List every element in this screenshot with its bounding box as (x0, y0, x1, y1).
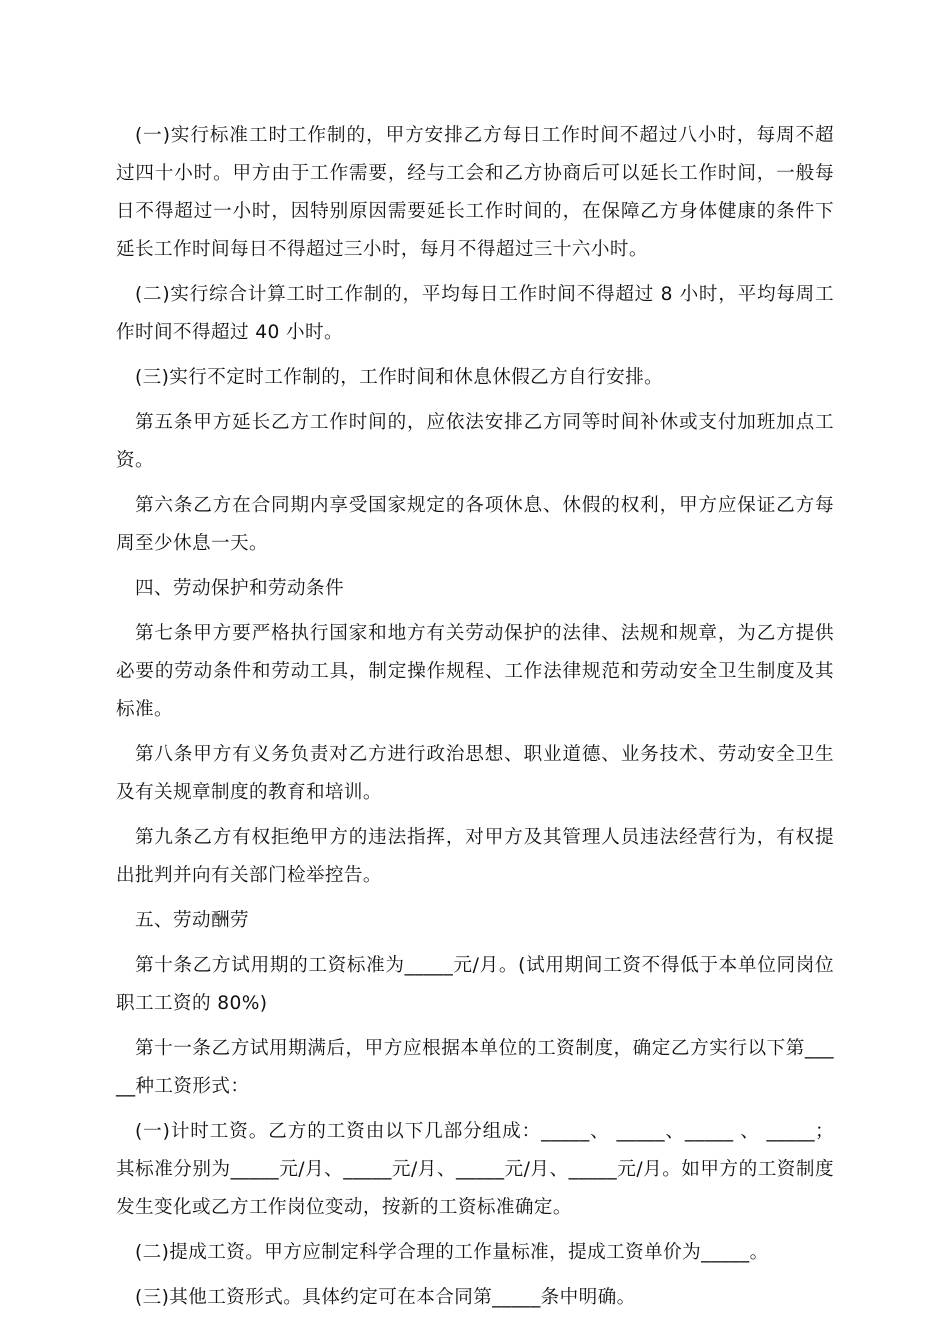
article-8: 第八条甲方有义务负责对乙方进行政治思想、职业道德、业务技术、劳动安全卫生及有关规章制度的教育和培训。 (116, 744, 834, 803)
clause-other-wage: (三)其他工资形式。具体约定可在本合同第_____条中明确。 (135, 1287, 636, 1308)
article-5: 第五条甲方延长乙方工作时间的，应依法安排乙方同等时间补休或支付加班加点工资。 (116, 412, 834, 471)
article-7: 第七条甲方要严格执行国家和地方有关劳动保护的法律、法规和规章，为乙方提供必要的劳动条件和劳动工具，制定操作规程、工作法律规范和劳动安全卫生制度及其标准。 (116, 623, 834, 720)
section-heading-remuneration: 五、劳动酬劳 (135, 910, 249, 931)
article-9: 第九条乙方有权拒绝甲方的违法指挥，对甲方及其管理人员违法经营行为，有权提出批判并向有关部门检举控告。 (116, 827, 834, 886)
clause-commission-wage: (二)提成工资。甲方应制定科学合理的工作量标准，提成工资单价为_____。 (135, 1242, 769, 1263)
clause-hours-comprehensive: (二)实行综合计算工时工作制的，平均每日工作时间不得超过 8 小时，平均每周工作时间不得超过 40 小时。 (116, 284, 834, 343)
article-6: 第六条乙方在合同期内享受国家规定的各项休息、休假的权利，甲方应保证乙方每周至少休息一天。 (116, 495, 834, 554)
clause-hours-flexible: (三)实行不定时工作制的，工作时间和休息休假乙方自行安排。 (135, 367, 664, 388)
clause-hours-standard: (一)实行标准工时工作制的，甲方安排乙方每日工作时间不超过八小时，每周不超过四十小时。甲方由于工作需要，经与工会和乙方协商后可以延长工作时间，一般每日不得超过一小时，因特别原因需要延长工作时间的，在保障乙方身体健康的条件下延长工作时间每日不得超过三小时，每月不得超过三十六小时。 (116, 125, 834, 260)
article-10: 第十条乙方试用期的工资标准为_____元/月。(试用期间工资不得低于本单位同岗位职工工资的 80%) (116, 955, 834, 1014)
article-11: 第十一条乙方试用期满后，甲方应根据本单位的工资制度，确定乙方实行以下第_____种工资形式： (116, 1038, 834, 1097)
section-heading-labor-protection: 四、劳动保护和劳动条件 (135, 578, 344, 599)
document-body (116, 117, 834, 1324)
clause-time-wage: (一)计时工资。乙方的工资由以下几部分组成：_____、 _____、_____ 、 _____；其标准分别为_____元/月、_____元/月、_____元/月、_____元/月。如甲方的工资制度发生变化或乙方工作岗位变动，按新的工资标准确定。 (116, 1121, 834, 1218)
